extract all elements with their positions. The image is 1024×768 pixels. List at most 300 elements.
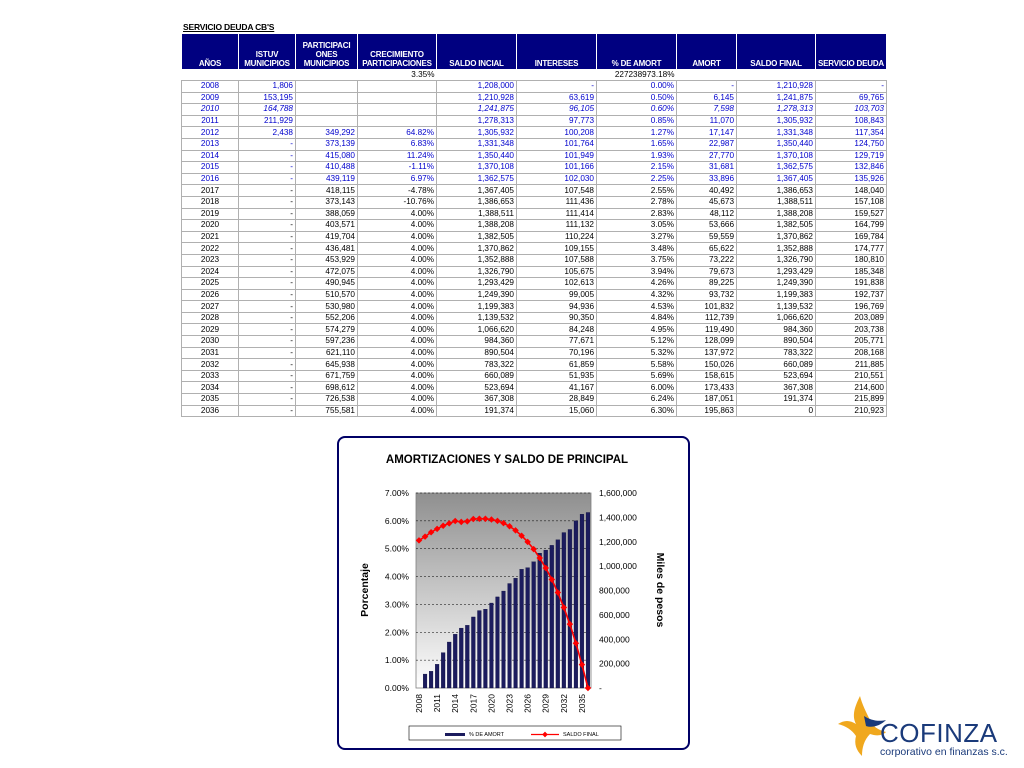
chart-legend — [409, 726, 621, 740]
table-cell: 3.05% — [597, 220, 677, 232]
table-cell: 101,949 — [517, 150, 597, 162]
table-cell: 173,433 — [677, 382, 737, 394]
table-row — [182, 312, 887, 324]
table-cell: 1,367,405 — [737, 173, 816, 185]
table-cell: 137,972 — [677, 347, 737, 359]
table-cell: 105,675 — [517, 266, 597, 278]
table-cell: 185,348 — [816, 266, 887, 278]
right-tick-label: 400,000 — [599, 634, 630, 645]
table-cell: 102,030 — [517, 173, 597, 185]
table-cell: 65,622 — [677, 243, 737, 255]
table-cell — [358, 115, 437, 127]
table-cell: 150,026 — [677, 359, 737, 371]
table-cell: 100,208 — [517, 127, 597, 139]
left-axis-label: Porcentaje — [359, 563, 371, 617]
table-cell: 59,559 — [677, 231, 737, 243]
table-cell: - — [677, 81, 737, 93]
table-row — [182, 243, 887, 255]
left-tick-label: 2.00% — [384, 627, 409, 638]
table-cell: 99,005 — [517, 289, 597, 301]
table-cell: 2020 — [182, 220, 239, 232]
table-cell: 984,360 — [737, 324, 816, 336]
table-cell: 2.78% — [597, 196, 677, 208]
table-cell: - — [239, 301, 296, 313]
table-cell: 2025 — [182, 278, 239, 290]
table-cell: 6.97% — [358, 173, 437, 185]
chart-panel — [337, 436, 690, 750]
amort-bar — [520, 569, 524, 688]
table-cell: - — [239, 243, 296, 255]
table-cell: 11,070 — [677, 115, 737, 127]
x-tick-label: 2014 — [450, 694, 461, 713]
amort-bar — [429, 671, 433, 688]
column-header: AMORT — [677, 34, 737, 70]
table-cell: 726,538 — [296, 394, 358, 406]
table-cell: 208,168 — [816, 347, 887, 359]
table-cell: 192,737 — [816, 289, 887, 301]
table-cell: 119,490 — [677, 324, 737, 336]
table-row — [182, 81, 887, 93]
table-cell: 89,225 — [677, 278, 737, 290]
table-cell: 1.27% — [597, 127, 677, 139]
table-cell: 195,863 — [677, 405, 737, 417]
table-cell: 157,108 — [816, 196, 887, 208]
table-cell: 101,764 — [517, 138, 597, 150]
table-cell: 4.00% — [358, 324, 437, 336]
table-row — [182, 278, 887, 290]
table-cell: 33,896 — [677, 173, 737, 185]
table-cell: 1,210,928 — [437, 92, 517, 104]
table-row — [182, 150, 887, 162]
table-cell: 453,929 — [296, 254, 358, 266]
table-cell: 96,105 — [517, 104, 597, 116]
table-cell: 4.00% — [358, 289, 437, 301]
right-tick-label: 200,000 — [599, 658, 630, 669]
table-cell: 419,704 — [296, 231, 358, 243]
table-cell: 1,331,348 — [737, 127, 816, 139]
table-cell: 523,694 — [737, 370, 816, 382]
left-tick-label: 4.00% — [384, 571, 409, 582]
table-cell: - — [239, 150, 296, 162]
table-cell: 4.00% — [358, 370, 437, 382]
table-cell: 2032 — [182, 359, 239, 371]
table-cell: 2016 — [182, 173, 239, 185]
table-subheader-row — [182, 70, 887, 81]
table-cell: 2.55% — [597, 185, 677, 197]
column-header: INTERESES — [517, 34, 597, 70]
table-cell: 1,386,653 — [737, 185, 816, 197]
table-cell: 1,331,348 — [437, 138, 517, 150]
table-cell: 1,199,383 — [737, 289, 816, 301]
table-cell: 84,248 — [517, 324, 597, 336]
table-row — [182, 266, 887, 278]
right-tick-label: 1,200,000 — [599, 536, 637, 547]
left-tick-label: 7.00% — [384, 488, 409, 498]
table-cell: 597,236 — [296, 336, 358, 348]
table-cell: - — [239, 266, 296, 278]
table-cell: 4.84% — [597, 312, 677, 324]
table-cell: 4.00% — [358, 336, 437, 348]
table-cell: - — [239, 196, 296, 208]
table-cell: 102,613 — [517, 278, 597, 290]
table-row — [182, 208, 887, 220]
x-tick-label: 2029 — [540, 694, 551, 713]
table-row — [182, 359, 887, 371]
table-cell: 2011 — [182, 115, 239, 127]
table-cell: 1,208,000 — [437, 81, 517, 93]
table-cell: 6.83% — [358, 138, 437, 150]
left-tick-label: 1.00% — [384, 655, 409, 666]
table-cell: 1,241,875 — [437, 104, 517, 116]
table-cell: 436,481 — [296, 243, 358, 255]
table-cell: 2035 — [182, 394, 239, 406]
table-cell: 0.00% — [597, 81, 677, 93]
table-cell: 214,600 — [816, 382, 887, 394]
table-cell: 6.00% — [597, 382, 677, 394]
debt-service-table — [181, 33, 887, 417]
table-cell: 45,673 — [677, 196, 737, 208]
amort-bar — [459, 628, 463, 688]
column-header: CRECIMIENTO PARTICIPACIONES — [358, 34, 437, 70]
table-cell: 1,352,888 — [437, 254, 517, 266]
table-cell: 3.27% — [597, 231, 677, 243]
amort-bar — [496, 597, 500, 688]
table-row — [182, 104, 887, 116]
table-cell: 472,075 — [296, 266, 358, 278]
table-cell: - — [239, 231, 296, 243]
table-cell: 93,732 — [677, 289, 737, 301]
table-cell: - — [239, 405, 296, 417]
table-cell: 28,849 — [517, 394, 597, 406]
column-header: AÑOS — [182, 34, 239, 70]
table-cell: 153,195 — [239, 92, 296, 104]
table-cell: 2031 — [182, 347, 239, 359]
table-cell: 415,080 — [296, 150, 358, 162]
table-row — [182, 115, 887, 127]
table-cell: - — [239, 324, 296, 336]
table-cell: 203,089 — [816, 312, 887, 324]
table-cell: 22,987 — [677, 138, 737, 150]
table-cell: 890,504 — [737, 336, 816, 348]
table-cell: 1.65% — [597, 138, 677, 150]
table-cell: 1,139,532 — [737, 301, 816, 313]
table-cell: 0.60% — [597, 104, 677, 116]
table-cell: 7,598 — [677, 104, 737, 116]
x-tick-label: 2032 — [558, 694, 569, 713]
table-header-row — [182, 34, 887, 70]
table-cell: 1,362,575 — [737, 162, 816, 174]
table-cell: 4.00% — [358, 254, 437, 266]
table-cell: 15,060 — [517, 405, 597, 417]
table-cell: 2022 — [182, 243, 239, 255]
table-cell: 215,899 — [816, 394, 887, 406]
logo-tagline: corporativo en finanzas s.c. — [880, 746, 1008, 758]
table-cell: 203,738 — [816, 324, 887, 336]
right-tick-label: 1,600,000 — [599, 488, 637, 498]
table-cell: 1,293,429 — [437, 278, 517, 290]
amort-bar — [441, 653, 445, 688]
table-cell: 4.00% — [358, 382, 437, 394]
right-tick-label: - — [599, 683, 602, 693]
table-cell: 530,980 — [296, 301, 358, 313]
table-cell: 111,414 — [517, 208, 597, 220]
table-row — [182, 138, 887, 150]
table-cell: 211,885 — [816, 359, 887, 371]
table-cell: 4.00% — [358, 359, 437, 371]
table-cell: 1,210,928 — [737, 81, 816, 93]
table-cell: 169,784 — [816, 231, 887, 243]
table-cell: 51,935 — [517, 370, 597, 382]
table-cell: 90,350 — [517, 312, 597, 324]
table-cell: 5.58% — [597, 359, 677, 371]
table-row — [182, 231, 887, 243]
right-tick-label: 1,400,000 — [599, 512, 637, 523]
table-cell: 4.53% — [597, 301, 677, 313]
table-cell: - — [239, 173, 296, 185]
table-cell: 1,806 — [239, 81, 296, 93]
table-cell: 101,166 — [517, 162, 597, 174]
subheader-cell — [517, 70, 597, 81]
table-cell: 552,206 — [296, 312, 358, 324]
column-header: PARTICIPACI ONES MUNICIPIOS — [296, 34, 358, 70]
amort-bar — [556, 540, 560, 688]
table-cell: -10.76% — [358, 196, 437, 208]
table-cell: 1,370,862 — [437, 243, 517, 255]
subheader-cell — [816, 70, 887, 81]
table-cell — [296, 92, 358, 104]
table-cell: 70,196 — [517, 347, 597, 359]
table-cell: 1,066,620 — [737, 312, 816, 324]
left-tick-label: 3.00% — [384, 599, 409, 610]
table-cell: 367,308 — [437, 394, 517, 406]
table-cell: 2029 — [182, 324, 239, 336]
table-cell: - — [239, 347, 296, 359]
table-cell: 6,145 — [677, 92, 737, 104]
table-cell: 124,750 — [816, 138, 887, 150]
table-row — [182, 289, 887, 301]
table-cell: - — [239, 359, 296, 371]
table-cell: 660,089 — [437, 370, 517, 382]
table-cell: 4.00% — [358, 231, 437, 243]
table-cell: 4.00% — [358, 394, 437, 406]
table-cell: 755,581 — [296, 405, 358, 417]
table-cell: 191,838 — [816, 278, 887, 290]
column-header: SERVICIO DEUDA — [816, 34, 887, 70]
table-cell: 2018 — [182, 196, 239, 208]
amort-bar — [568, 529, 572, 688]
table-cell: 698,612 — [296, 382, 358, 394]
amort-bar — [435, 664, 439, 688]
table-cell: 4.00% — [358, 278, 437, 290]
table-cell: 2024 — [182, 266, 239, 278]
table-cell: 2015 — [182, 162, 239, 174]
table-cell: 2.25% — [597, 173, 677, 185]
table-cell: 164,799 — [816, 220, 887, 232]
table-cell: 4.00% — [358, 405, 437, 417]
table-cell: 17,147 — [677, 127, 737, 139]
table-cell: 6.24% — [597, 394, 677, 406]
chart-title: AMORTIZACIONES Y SALDO DE PRINCIPAL — [385, 454, 629, 466]
cofinza-star-icon — [832, 690, 886, 760]
table-cell: - — [517, 81, 597, 93]
table-cell: 2034 — [182, 382, 239, 394]
table-cell: 2030 — [182, 336, 239, 348]
table-cell: 0.50% — [597, 92, 677, 104]
table-cell: 107,588 — [517, 254, 597, 266]
table-cell: 1,382,505 — [737, 220, 816, 232]
table-row — [182, 347, 887, 359]
cofinza-logo — [832, 690, 1022, 762]
table-cell: 621,110 — [296, 347, 358, 359]
x-tick-label: 2020 — [486, 694, 497, 713]
table-cell: 1,278,313 — [737, 104, 816, 116]
table-cell: 117,354 — [816, 127, 887, 139]
subheader-cell — [296, 70, 358, 81]
table-cell: 196,769 — [816, 301, 887, 313]
table-cell: 108,843 — [816, 115, 887, 127]
table-cell: 4.95% — [597, 324, 677, 336]
right-tick-label: 600,000 — [599, 609, 630, 620]
x-tick-label: 2017 — [468, 694, 479, 713]
amort-bar — [508, 584, 512, 688]
table-cell: 97,773 — [517, 115, 597, 127]
table-cell: 94,936 — [517, 301, 597, 313]
table-cell: - — [239, 370, 296, 382]
table-row — [182, 405, 887, 417]
column-header: SALDO INCIAL — [437, 34, 517, 70]
table-cell: 132,846 — [816, 162, 887, 174]
table-cell: 1,293,429 — [737, 266, 816, 278]
table-cell: 2026 — [182, 289, 239, 301]
logo-name: COFINZA — [880, 718, 998, 748]
table-cell: -1.11% — [358, 162, 437, 174]
table-body — [182, 70, 887, 417]
legend-bar-swatch — [445, 733, 465, 736]
table-cell: 2017 — [182, 185, 239, 197]
table-cell: 0.85% — [597, 115, 677, 127]
table-cell: 111,132 — [517, 220, 597, 232]
amort-bar — [550, 545, 554, 688]
table-row — [182, 173, 887, 185]
x-tick-label: 2011 — [432, 694, 443, 713]
left-tick-label: 0.00% — [384, 683, 409, 693]
table-cell: 2014 — [182, 150, 239, 162]
table-cell: 2012 — [182, 127, 239, 139]
table-cell — [358, 92, 437, 104]
table-cell: 1,305,932 — [437, 127, 517, 139]
table-cell: 48,112 — [677, 208, 737, 220]
column-header: SALDO FINAL — [737, 34, 816, 70]
table-cell: 187,051 — [677, 394, 737, 406]
table-cell: 1,249,390 — [737, 278, 816, 290]
table-cell: 11.24% — [358, 150, 437, 162]
table-cell: 2.83% — [597, 208, 677, 220]
table-cell: 660,089 — [737, 359, 816, 371]
table-cell: - — [239, 336, 296, 348]
legend-amort-label: % DE AMORT — [469, 732, 505, 738]
x-tick-label: 2035 — [576, 694, 587, 713]
table-cell: 1,241,875 — [737, 92, 816, 104]
table-cell: 2021 — [182, 231, 239, 243]
amort-bar — [514, 578, 518, 688]
amort-bar — [447, 642, 451, 688]
table-cell: 4.00% — [358, 312, 437, 324]
amort-bar — [484, 609, 488, 688]
table-cell: - — [239, 278, 296, 290]
table-cell: 1,350,440 — [737, 138, 816, 150]
table-cell: 63,619 — [517, 92, 597, 104]
subheader-cell — [737, 70, 816, 81]
x-tick-label: 2008 — [414, 694, 425, 713]
table-cell: 418,115 — [296, 185, 358, 197]
table-cell: 1,305,932 — [737, 115, 816, 127]
table-cell: 1,352,888 — [737, 243, 816, 255]
table-cell: 1,249,390 — [437, 289, 517, 301]
table-cell — [358, 104, 437, 116]
table-cell: 3.94% — [597, 266, 677, 278]
table-cell: 984,360 — [437, 336, 517, 348]
table-cell: - — [239, 162, 296, 174]
table-row — [182, 336, 887, 348]
amort-bar — [502, 591, 506, 688]
legend-saldo-label: SALDO FINAL — [563, 732, 599, 738]
table-cell: 523,694 — [437, 382, 517, 394]
subheader-cell: 227238973.18% — [614, 70, 675, 79]
table-cell: 112,739 — [677, 312, 737, 324]
table-cell: - — [239, 220, 296, 232]
table-cell: 107,548 — [517, 185, 597, 197]
table-cell: 490,945 — [296, 278, 358, 290]
table-cell: 1,370,108 — [737, 150, 816, 162]
table-cell: - — [239, 208, 296, 220]
table-cell: 574,279 — [296, 324, 358, 336]
table-cell: 158,615 — [677, 370, 737, 382]
table-cell: 1,367,405 — [437, 185, 517, 197]
table-cell: 4.00% — [358, 220, 437, 232]
table-cell: 1,350,440 — [437, 150, 517, 162]
table-cell: 4.00% — [358, 266, 437, 278]
table-cell: 1,370,108 — [437, 162, 517, 174]
table-cell: 2013 — [182, 138, 239, 150]
table-cell: 5.69% — [597, 370, 677, 382]
table-cell: 2036 — [182, 405, 239, 417]
table-cell: 2008 — [182, 81, 239, 93]
table-row — [182, 394, 887, 406]
amort-bar — [538, 553, 542, 688]
table-cell: 1,388,511 — [437, 208, 517, 220]
table-cell: 5.32% — [597, 347, 677, 359]
table-cell: - — [239, 289, 296, 301]
table-cell: 783,322 — [437, 359, 517, 371]
amort-bar — [453, 634, 457, 688]
table-cell: 164,788 — [239, 104, 296, 116]
table-cell — [296, 104, 358, 116]
table-row — [182, 196, 887, 208]
table-cell: 4.32% — [597, 289, 677, 301]
left-tick-label: 6.00% — [384, 515, 409, 526]
table-cell: 6.30% — [597, 405, 677, 417]
table-cell: 4.00% — [358, 243, 437, 255]
table-cell: 1.93% — [597, 150, 677, 162]
table-cell: - — [239, 312, 296, 324]
table-cell: 439,119 — [296, 173, 358, 185]
table-cell: 61,859 — [517, 359, 597, 371]
column-header: ISTUV MUNICIPIOS — [239, 34, 296, 70]
table-cell: 2.15% — [597, 162, 677, 174]
table-cell: 69,765 — [816, 92, 887, 104]
table-cell: 109,155 — [517, 243, 597, 255]
amort-bar — [532, 562, 536, 688]
